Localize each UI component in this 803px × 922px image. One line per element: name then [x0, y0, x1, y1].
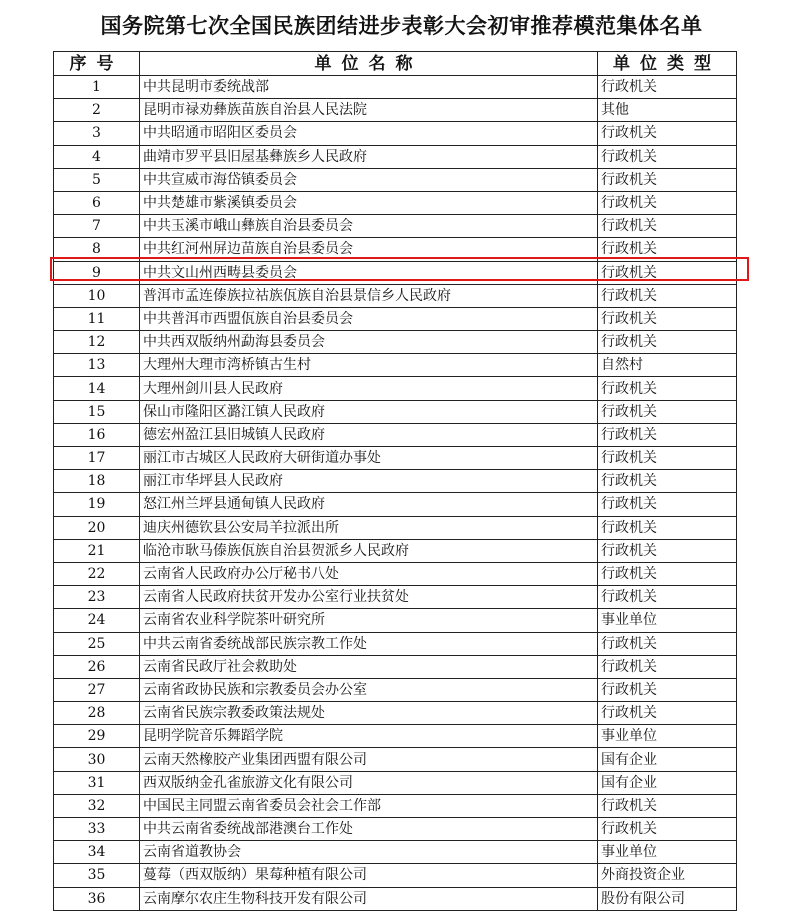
- row-unit-name: 云南省农业科学院茶叶研究所: [140, 609, 598, 632]
- row-serial-number: 21: [54, 539, 140, 562]
- row-unit-type: 行政机关: [598, 191, 737, 214]
- row-unit-name: 怒江州兰坪县通甸镇人民政府: [140, 493, 598, 516]
- row-unit-type: 行政机关: [598, 516, 737, 539]
- table-row: [54, 400, 737, 423]
- row-unit-type: 行政机关: [598, 238, 737, 261]
- row-unit-type: 行政机关: [598, 632, 737, 655]
- row-unit-name: 普洱市孟连傣族拉祜族佤族自治县景信乡人民政府: [140, 284, 598, 307]
- row-unit-type: 行政机关: [598, 76, 737, 99]
- row-unit-type: 行政机关: [598, 702, 737, 725]
- table-row: [54, 447, 737, 470]
- row-serial-number: 19: [54, 493, 140, 516]
- row-unit-name: 丽江市古城区人民政府大研街道办事处: [140, 447, 598, 470]
- table-row: [54, 307, 737, 330]
- row-unit-name: 中共昆明市委统战部: [140, 76, 598, 99]
- row-unit-type: 行政机关: [598, 145, 737, 168]
- row-serial-number: 4: [54, 145, 140, 168]
- row-unit-name: 中共昭通市昭阳区委员会: [140, 122, 598, 145]
- row-unit-name: 中共红河州屏边苗族自治县委员会: [140, 238, 598, 261]
- row-serial-number: 11: [54, 307, 140, 330]
- row-unit-type: 国有企业: [598, 748, 737, 771]
- header-unit-name: 单位名称: [140, 52, 598, 76]
- table-row: [54, 122, 737, 145]
- row-unit-name: 中共普洱市西盟佤族自治县委员会: [140, 307, 598, 330]
- row-unit-name: 临沧市耿马傣族佤族自治县贺派乡人民政府: [140, 539, 598, 562]
- row-unit-type: 行政机关: [598, 562, 737, 585]
- table-row: [54, 331, 737, 354]
- table-row: [54, 215, 737, 238]
- row-serial-number: 5: [54, 168, 140, 191]
- row-serial-number: 16: [54, 423, 140, 446]
- row-unit-type: 行政机关: [598, 331, 737, 354]
- row-unit-name: 云南天然橡胶产业集团西盟有限公司: [140, 748, 598, 771]
- table-row: [54, 864, 737, 887]
- row-unit-type: 行政机关: [598, 794, 737, 817]
- row-serial-number: 9: [54, 261, 140, 284]
- row-serial-number: 8: [54, 238, 140, 261]
- row-unit-name: 德宏州盈江县旧城镇人民政府: [140, 423, 598, 446]
- table-row: [54, 470, 737, 493]
- table-row: [54, 748, 737, 771]
- row-unit-type: 行政机关: [598, 493, 737, 516]
- unit-list-table: [53, 51, 737, 911]
- row-unit-name: 中共文山州西畴县委员会: [140, 261, 598, 284]
- row-unit-name: 蔓莓（西双版纳）果莓种植有限公司: [140, 864, 598, 887]
- table-row: [54, 632, 737, 655]
- row-unit-name: 昆明学院音乐舞蹈学院: [140, 725, 598, 748]
- row-unit-type: 自然村: [598, 354, 737, 377]
- row-unit-type: 其他: [598, 99, 737, 122]
- table-row: [54, 284, 737, 307]
- row-unit-name: 云南省民族宗教委政策法规处: [140, 702, 598, 725]
- row-unit-name: 中国民主同盟云南省委员会社会工作部: [140, 794, 598, 817]
- row-unit-name: 中共云南省委统战部港澳台工作处: [140, 818, 598, 841]
- table-row: [54, 562, 737, 585]
- row-unit-name: 大理州大理市湾桥镇古生村: [140, 354, 598, 377]
- row-unit-name: 云南摩尔农庄生物科技开发有限公司: [140, 887, 598, 910]
- row-unit-name: 大理州剑川县人民政府: [140, 377, 598, 400]
- table-row: [54, 539, 737, 562]
- row-serial-number: 6: [54, 191, 140, 214]
- row-unit-name: 丽江市华坪县人民政府: [140, 470, 598, 493]
- row-serial-number: 7: [54, 215, 140, 238]
- table-row: [54, 702, 737, 725]
- row-serial-number: 24: [54, 609, 140, 632]
- table-row: [54, 145, 737, 168]
- table-row: [54, 168, 737, 191]
- row-unit-name: 昆明市禄劝彝族苗族自治县人民法院: [140, 99, 598, 122]
- row-unit-name: 云南省民政厅社会救助处: [140, 655, 598, 678]
- table-row: [54, 887, 737, 910]
- row-unit-type: 行政机关: [598, 215, 737, 238]
- row-unit-type: 行政机关: [598, 400, 737, 423]
- row-unit-name: 西双版纳金孔雀旅游文化有限公司: [140, 771, 598, 794]
- row-unit-name: 中共楚雄市紫溪镇委员会: [140, 191, 598, 214]
- table-row: [54, 516, 737, 539]
- table-body: [54, 76, 737, 911]
- row-unit-name: 云南省人民政府扶贫开发办公室行业扶贫处: [140, 586, 598, 609]
- table-row: [54, 354, 737, 377]
- row-serial-number: 1: [54, 76, 140, 99]
- row-unit-name: 中共西双版纳州勐海县委员会: [140, 331, 598, 354]
- row-unit-name: 云南省人民政府办公厅秘书八处: [140, 562, 598, 585]
- row-unit-name: 中共宣威市海岱镇委员会: [140, 168, 598, 191]
- header-serial-number: 序号: [54, 52, 140, 76]
- row-unit-type: 外商投资企业: [598, 864, 737, 887]
- document-title: 国务院第七次全国民族团结进步表彰大会初审推荐模范集体名单: [100, 14, 703, 38]
- row-serial-number: 13: [54, 354, 140, 377]
- row-serial-number: 22: [54, 562, 140, 585]
- row-unit-name: 曲靖市罗平县旧屋基彝族乡人民政府: [140, 145, 598, 168]
- row-serial-number: 36: [54, 887, 140, 910]
- row-unit-type: 行政机关: [598, 122, 737, 145]
- row-unit-type: 行政机关: [598, 307, 737, 330]
- header-unit-type: 单位类型: [598, 52, 737, 76]
- table-row: [54, 76, 737, 99]
- row-serial-number: 3: [54, 122, 140, 145]
- table-row: [54, 423, 737, 446]
- row-serial-number: 34: [54, 841, 140, 864]
- table-row: [54, 609, 737, 632]
- row-unit-name: 中共云南省委统战部民族宗教工作处: [140, 632, 598, 655]
- row-unit-name: 保山市隆阳区潞江镇人民政府: [140, 400, 598, 423]
- row-unit-type: 行政机关: [598, 284, 737, 307]
- row-serial-number: 10: [54, 284, 140, 307]
- row-unit-name: 中共玉溪市峨山彝族自治县委员会: [140, 215, 598, 238]
- row-serial-number: 2: [54, 99, 140, 122]
- row-serial-number: 26: [54, 655, 140, 678]
- row-unit-type: 事业单位: [598, 725, 737, 748]
- row-serial-number: 20: [54, 516, 140, 539]
- table-row: [54, 191, 737, 214]
- table-header-row: [54, 52, 737, 76]
- row-unit-type: 行政机关: [598, 586, 737, 609]
- table-row: [54, 99, 737, 122]
- row-unit-type: 行政机关: [598, 470, 737, 493]
- row-serial-number: 14: [54, 377, 140, 400]
- table-row: [54, 586, 737, 609]
- table-row: [54, 377, 737, 400]
- row-serial-number: 27: [54, 678, 140, 701]
- row-unit-type: 行政机关: [598, 655, 737, 678]
- row-serial-number: 18: [54, 470, 140, 493]
- table-row: [54, 655, 737, 678]
- row-unit-name: 云南省道教协会: [140, 841, 598, 864]
- row-serial-number: 12: [54, 331, 140, 354]
- row-unit-type: 事业单位: [598, 841, 737, 864]
- row-serial-number: 29: [54, 725, 140, 748]
- row-serial-number: 25: [54, 632, 140, 655]
- row-unit-type: 行政机关: [598, 678, 737, 701]
- row-unit-type: 行政机关: [598, 423, 737, 446]
- row-unit-type: 行政机关: [598, 168, 737, 191]
- table-row: [54, 794, 737, 817]
- row-serial-number: 31: [54, 771, 140, 794]
- table-row: [54, 261, 737, 284]
- row-unit-type: 行政机关: [598, 818, 737, 841]
- table-row: [54, 771, 737, 794]
- table-row: [54, 841, 737, 864]
- table-row: [54, 238, 737, 261]
- table-row: [54, 678, 737, 701]
- row-serial-number: 35: [54, 864, 140, 887]
- row-serial-number: 28: [54, 702, 140, 725]
- table-row: [54, 725, 737, 748]
- row-unit-type: 国有企业: [598, 771, 737, 794]
- row-serial-number: 33: [54, 818, 140, 841]
- row-serial-number: 30: [54, 748, 140, 771]
- row-unit-type: 行政机关: [598, 377, 737, 400]
- row-unit-type: 股份有限公司: [598, 887, 737, 910]
- row-serial-number: 23: [54, 586, 140, 609]
- row-unit-type: 行政机关: [598, 447, 737, 470]
- row-unit-type: 行政机关: [598, 539, 737, 562]
- row-serial-number: 15: [54, 400, 140, 423]
- row-unit-name: 云南省政协民族和宗教委员会办公室: [140, 678, 598, 701]
- row-serial-number: 32: [54, 794, 140, 817]
- row-unit-name: 迪庆州德钦县公安局羊拉派出所: [140, 516, 598, 539]
- table-row: [54, 493, 737, 516]
- row-unit-type: 行政机关: [598, 261, 737, 284]
- row-unit-type: 事业单位: [598, 609, 737, 632]
- table-row: [54, 818, 737, 841]
- row-serial-number: 17: [54, 447, 140, 470]
